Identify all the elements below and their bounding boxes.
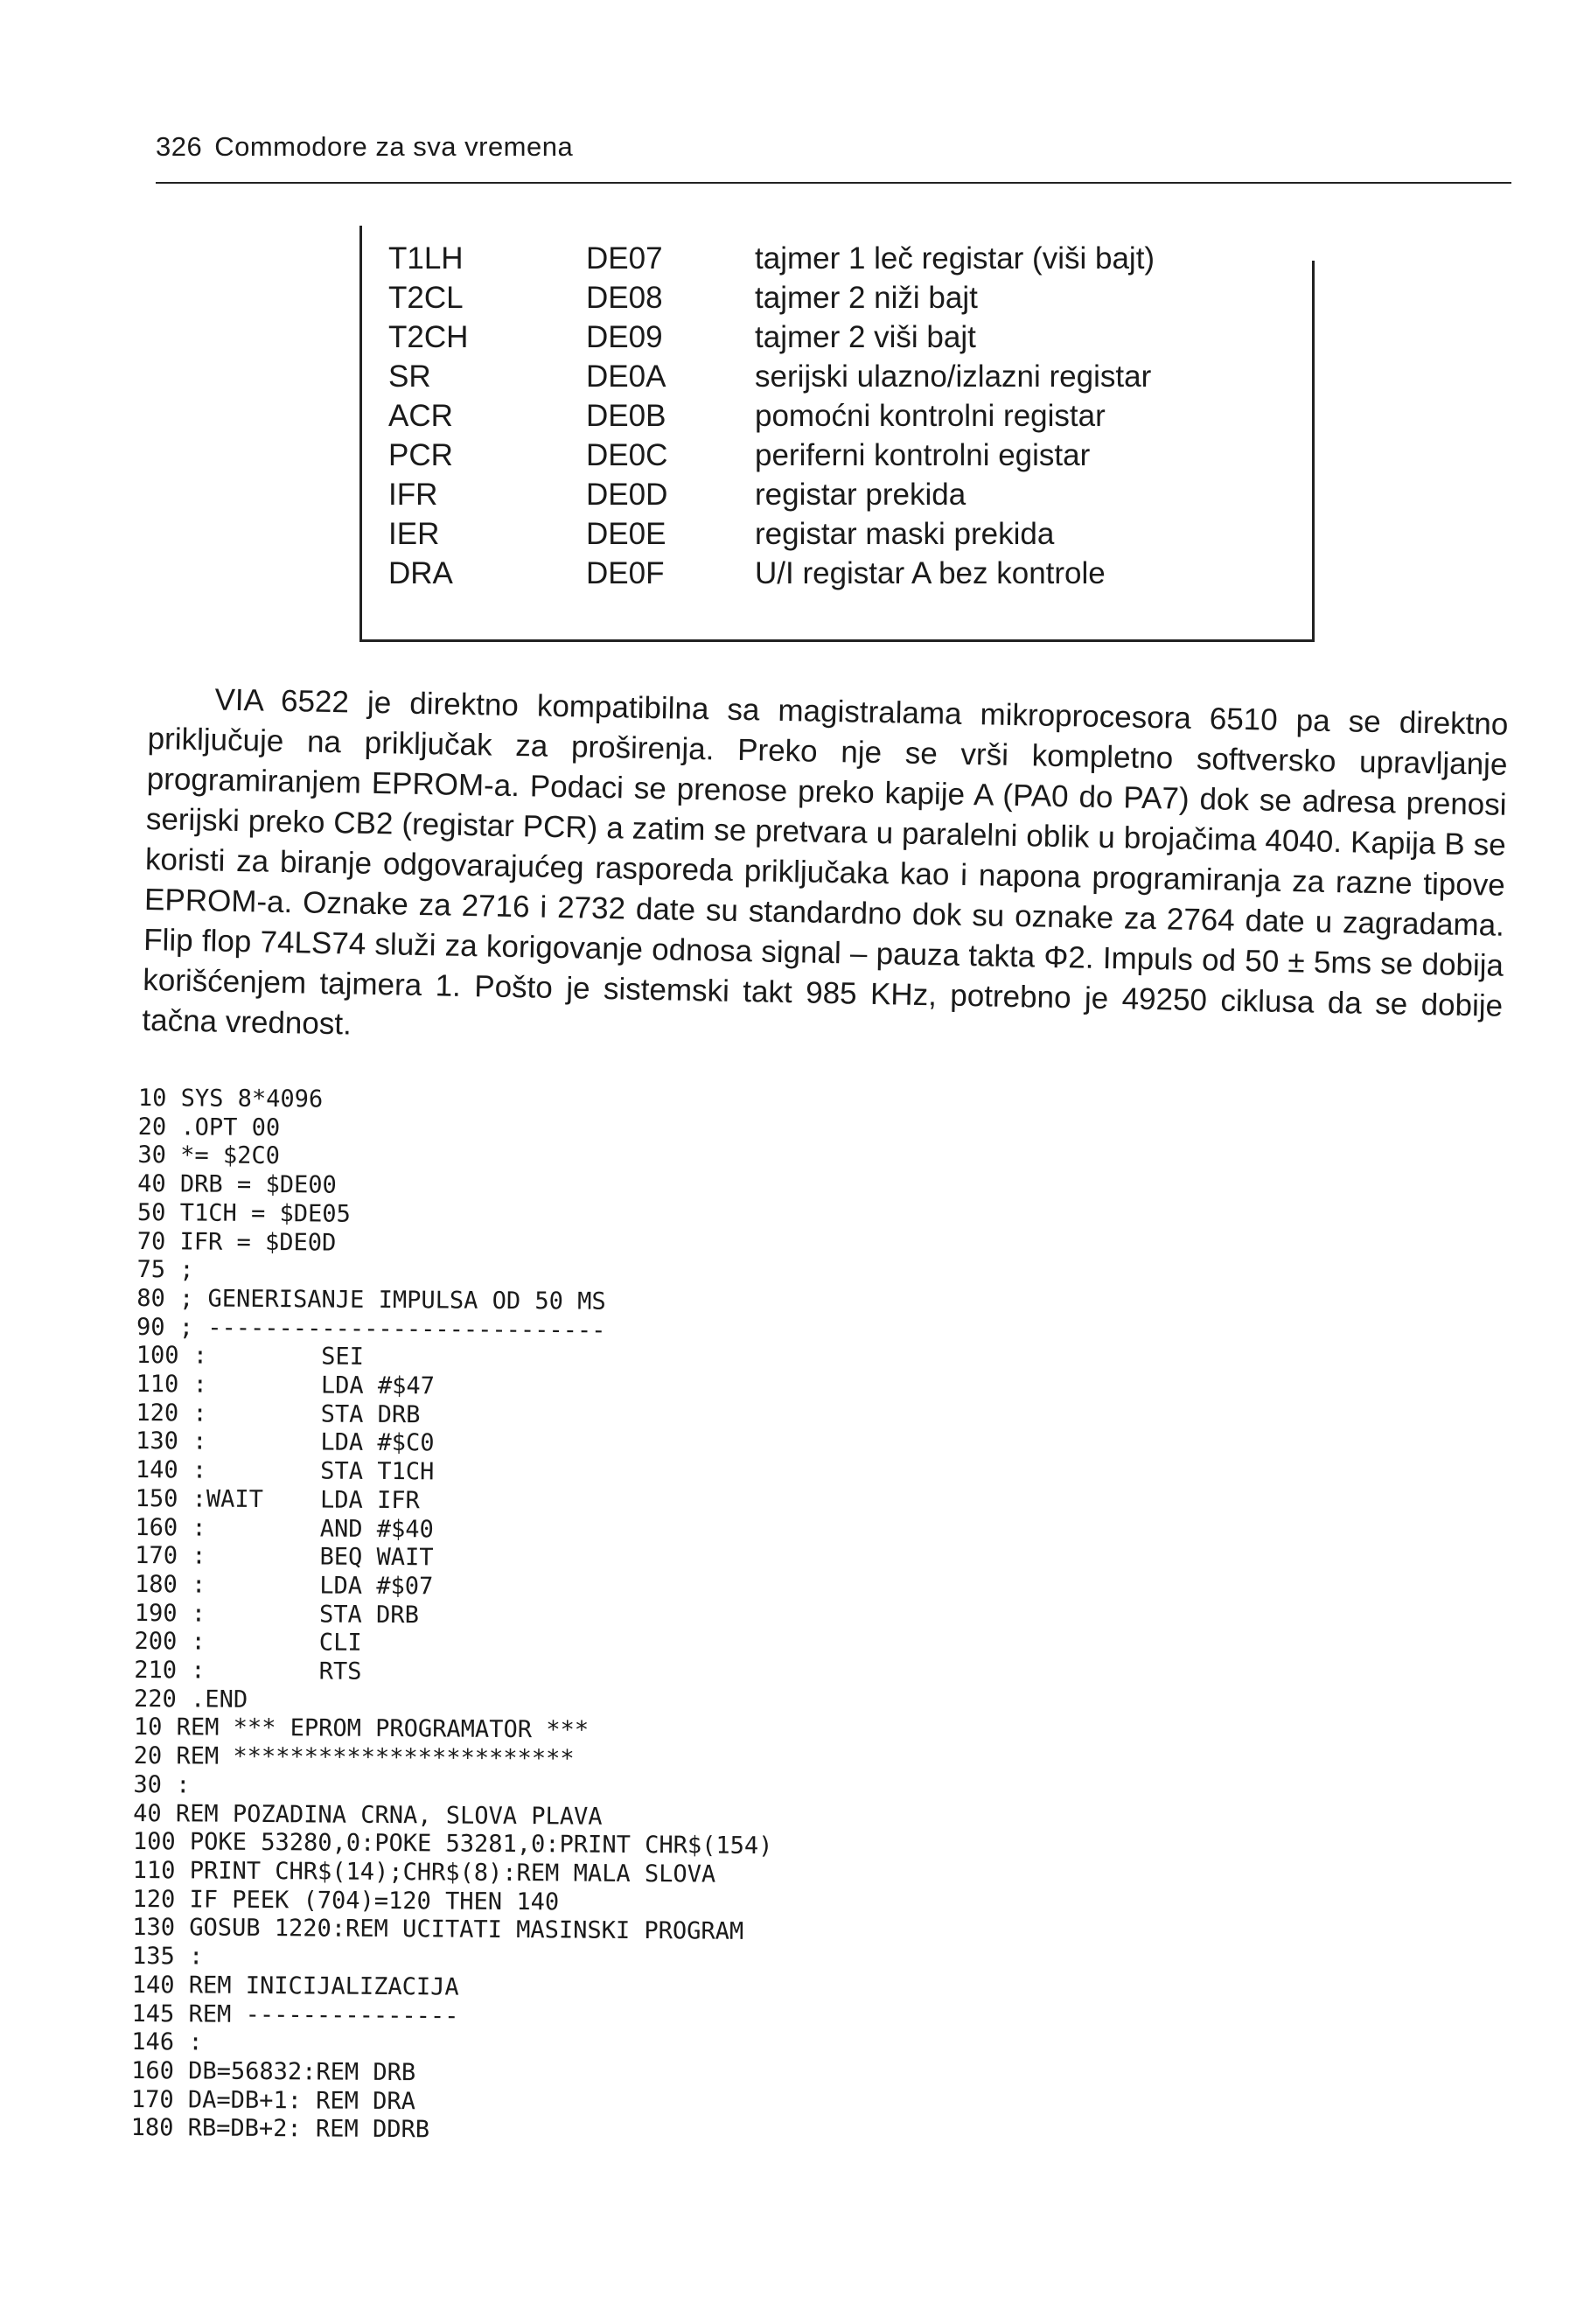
register-address: DE09 (586, 320, 663, 354)
code-line: 110 PRINT CHR$(14);CHR$(8):REM MALA SLOVA (132, 1856, 716, 1888)
code-line: 120 IF PEEK (704)=120 THEN 140 (132, 1885, 560, 1916)
code-line: 190 : STA DRB (134, 1599, 419, 1629)
page-number: 326 (156, 131, 203, 162)
code-line: 200 : CLI (134, 1628, 362, 1658)
register-address: DE0A (586, 359, 666, 394)
register-address: DE0C (586, 438, 668, 472)
register-address: DE0F (586, 556, 665, 590)
code-line: 50 T1CH = $DE05 (136, 1198, 351, 1228)
code-line: 40 DRB = $DE00 (137, 1170, 337, 1199)
code-line: 180 RB=DB+2: REM DDRB (130, 2114, 430, 2144)
code-line: 120 : STA DRB (136, 1399, 421, 1428)
table-right-border (1312, 261, 1315, 642)
code-line: 80 ; GENERISANJE IMPULSA OD 50 MS (136, 1284, 606, 1316)
register-row (388, 318, 1155, 357)
register-description: serijski ulazno/izlazni registar (755, 359, 1152, 394)
code-line: 20 REM ************************ (133, 1742, 575, 1773)
code-line: 20 .OPT 00 (137, 1113, 281, 1141)
code-line: 110 : LDA #$47 (136, 1371, 436, 1400)
register-address: DE0E (586, 517, 666, 551)
register-description: tajmer 2 niži bajt (755, 281, 978, 315)
code-line: 220 .END (133, 1685, 248, 1713)
register-description: pomoćni kontrolni registar (755, 399, 1106, 433)
book-title: Commodore za sva vremena (214, 131, 574, 162)
register-address: DE0D (586, 478, 668, 512)
register-description: U/I registar A bez kontrole (755, 556, 1106, 590)
register-name: IER (388, 517, 440, 551)
code-line: 130 : LDA #$C0 (136, 1427, 435, 1457)
register-description: registar maski prekida (755, 517, 1055, 551)
code-line: 150 :WAIT LDA IFR (135, 1484, 420, 1515)
register-row (388, 554, 1155, 593)
register-row (388, 396, 1155, 436)
code-line: 210 : RTS (134, 1657, 362, 1685)
body-paragraph: VIA 6522 je direktno kompatibilna sa magistralama mikroprocesora 6510 pa se direktno priključuje na priključak za proširenja. Preko nje se vrši kompletno softversko upravljanje programiranjem EPROM-a. Podaci se prenose preko kapije A (PA0 do PA7) dok se adresa prenosi serijski preko CB2 (registar PCR) a zatim se pretvara u paralelni oblik u brojačima 4040. Kapija B se koristi za biranje odgovarajućeg rasporeda priključaka kao i napona programiranja za razne tipove EPROM-a. Oznake za 2716 i 2732 date su standardno dok su oznake za 2764 date u zagradama. Flip flop 74LS74 služi za korigovanje odnosa signal – pauza takta Φ2. Impuls od 50 ± 5ms se dobija korišćenjem tajmera 1. Pošto je sistemski takt 985 KHz, potrebno je 49250 ciklusa da se dobije tačna vrednost. (142, 682, 1509, 1042)
register-name: T2CH (388, 320, 469, 354)
register-address: DE08 (586, 281, 663, 315)
register-description: registar prekida (755, 478, 966, 512)
register-row (388, 357, 1155, 396)
code-line: 160 : AND #$40 (135, 1513, 434, 1543)
register-name: DRA (388, 556, 453, 590)
code-line: 180 : LDA #$07 (134, 1570, 434, 1601)
header-rule (156, 182, 1511, 184)
register-row (388, 239, 1155, 278)
code-line: 30 *= $2C0 (137, 1141, 281, 1170)
code-line: 130 GOSUB 1220:REM UCITATI MASINSKI PROGRAM (132, 1914, 744, 1946)
register-name: T2CL (388, 281, 464, 315)
code-line: 135 : (131, 1943, 204, 1971)
code-line: 140 REM INICIJALIZACIJA (131, 1971, 459, 2001)
register-name: ACR (388, 399, 453, 433)
register-description: periferni kontrolni egistar (755, 438, 1091, 472)
code-line: 40 REM POZADINA CRNA, SLOVA PLAVA (133, 1799, 603, 1831)
register-table (388, 239, 1155, 593)
code-line: 70 IFR = $DE0D (136, 1227, 337, 1257)
register-row (388, 514, 1155, 554)
code-listing (131, 1085, 1450, 2152)
code-line: 170 DA=DB+1: REM DRA (130, 2085, 416, 2115)
register-name: SR (388, 359, 431, 394)
register-name: T1LH (388, 241, 464, 276)
code-line: 90 ; ---------------------------- (136, 1313, 606, 1344)
register-row (388, 436, 1155, 475)
code-line: 160 DB=56832:REM DRB (131, 2056, 416, 2087)
register-name: PCR (388, 438, 453, 472)
code-line: 75 ; (136, 1256, 194, 1284)
code-line: 100 : SEI (136, 1342, 365, 1371)
code-line: 146 : (131, 2028, 203, 2056)
code-line: 145 REM --------------- (131, 1999, 459, 2030)
code-line: 140 : STA T1CH (135, 1456, 435, 1486)
register-description: tajmer 1 leč registar (viši bajt) (755, 241, 1155, 276)
code-line: 100 POKE 53280,0:POKE 53281,0:PRINT CHR$(154) (132, 1828, 773, 1860)
register-address: DE07 (586, 241, 663, 276)
code-line: 10 REM *** EPROM PROGRAMATOR *** (133, 1713, 590, 1745)
register-table-box (359, 226, 1312, 642)
code-line: 30 : (133, 1770, 191, 1799)
register-description: tajmer 2 viši bajt (755, 320, 976, 354)
page-header (156, 131, 573, 163)
register-row (388, 475, 1155, 514)
code-line: 170 : BEQ WAIT (135, 1542, 434, 1572)
register-row (388, 278, 1155, 318)
register-address: DE0B (586, 399, 666, 433)
code-line: 10 SYS 8*4096 (137, 1085, 324, 1113)
register-name: IFR (388, 478, 438, 512)
